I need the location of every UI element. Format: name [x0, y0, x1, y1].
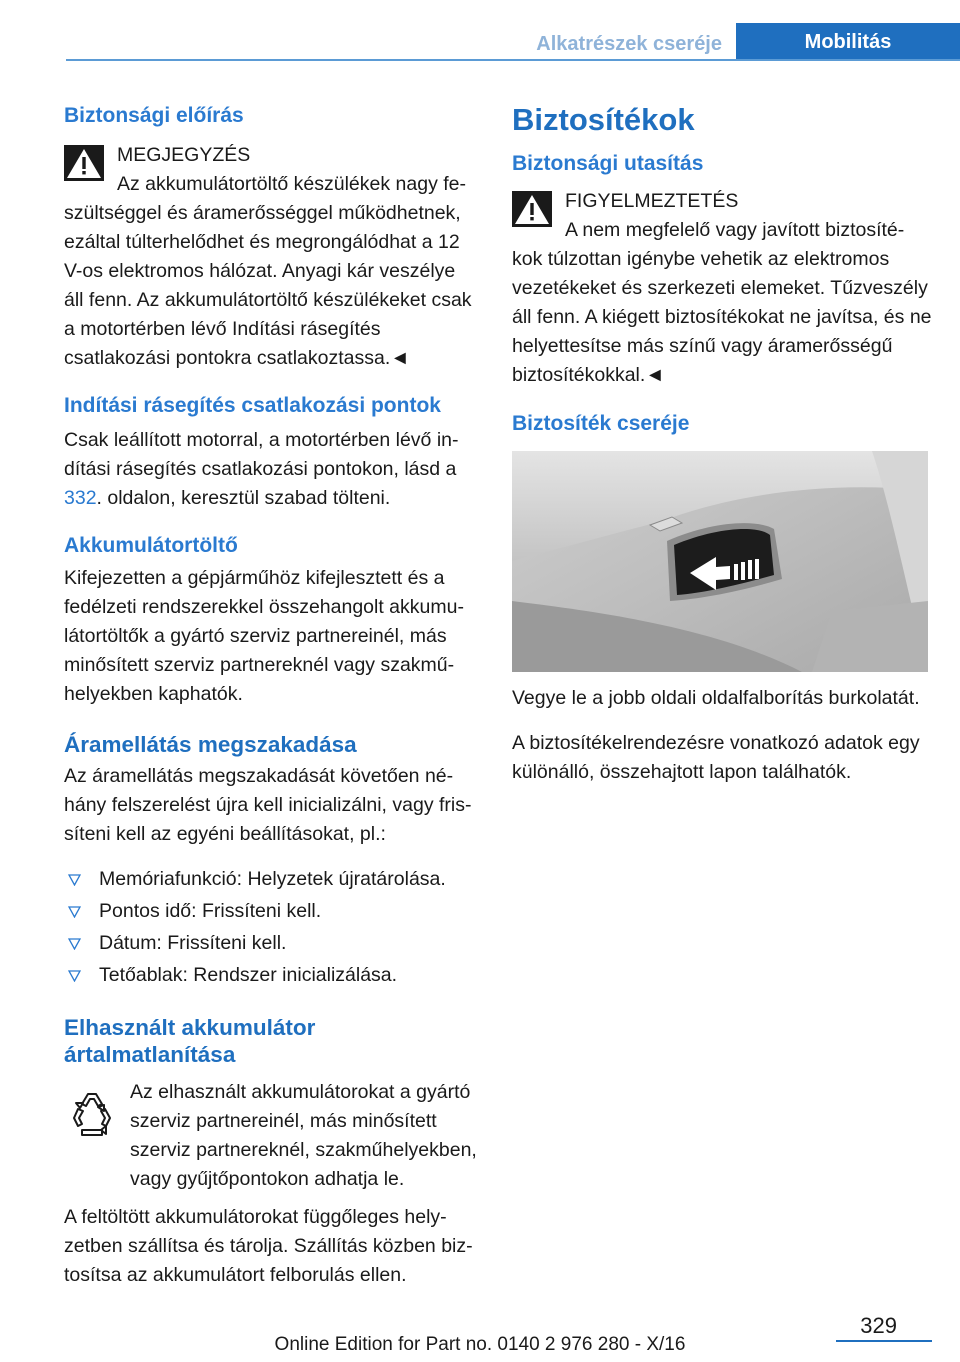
note-label: MEGJEGYZÉS	[117, 144, 251, 166]
bullet-triangle-icon	[68, 938, 81, 950]
list-item-text: Memóriafunkció: Helyzetek újratárolása.	[99, 868, 446, 890]
warning-label: FIGYELMEZTETÉS	[565, 190, 739, 212]
list-item	[64, 929, 479, 958]
list-item-text: Tetőablak: Rendszer inicializálása.	[99, 964, 398, 986]
warning-text: kok túlzottan igénybe vehetik az elektromos vezetékeket és szerkezeti elemeket. Tűzveszély áll fenn. A kiégett biztosítékokat ne javítsa, és ne helyettesítse más színű vagy áramerősségű biztosítékokkal.◄	[512, 248, 932, 386]
warning-block	[512, 187, 932, 390]
disposal-block	[64, 1078, 479, 1194]
power-interruption-text: Az áramellátás megszakadását követően néhány felszerelést újra kell inicializálni, vagy frissíteni kell az egyéni beállításokat, pl.:	[64, 765, 472, 845]
power-interruption-title: Áramellátás megszakadása	[64, 732, 357, 757]
warning-icon	[64, 145, 104, 181]
note-block	[64, 141, 479, 373]
trunk-panel-photo	[512, 451, 928, 672]
safety-title: Biztonsági előírás	[64, 104, 244, 127]
chapter-tab[interactable]: Mobilitás	[736, 23, 960, 61]
reset-list	[64, 865, 479, 990]
warning-first-line: A nem megfelelő vagy javított biztosíté-	[565, 219, 905, 241]
bullet-triangle-icon	[68, 874, 81, 886]
recycling-icon	[64, 1088, 120, 1144]
disposal-title-line1: Elhasznált akkumulátor	[64, 1015, 316, 1040]
edition-note: Online Edition for Part no. 0140 2 976 280 - X/16	[274, 1334, 686, 1355]
section-tab[interactable]: Alkatrészek cseréje	[536, 33, 722, 55]
header-rule	[66, 59, 960, 61]
page-header	[66, 23, 960, 61]
charger-title: Akkumulátortöltő	[64, 534, 238, 557]
charger-text: Kifejezetten a gépjárműhöz kifejlesztett és a fedélzeti rendszerekkel összehangolt akkumulátortöltők a gyártó szerviz partnereinél, más minősített szerviz partnereknél vagy szakműhelyekben kaphatók.	[64, 567, 464, 705]
list-item	[64, 865, 479, 894]
right-column	[512, 90, 932, 787]
note-first-line: Az akkumulátortöltő készülékek nagy fe-	[117, 173, 467, 195]
step-fuse-layout: A biztosítékelrendezésre vonatkozó adatok egy különálló, összehajtott lapon találhatók.	[512, 732, 920, 783]
safety-instruction-title: Biztonsági utasítás	[512, 152, 704, 175]
disposal-title-line2: ártalmatlanítása	[64, 1042, 236, 1067]
list-item	[64, 961, 479, 990]
fuses-title: Biztosítékok	[512, 102, 695, 137]
note-text: szültséggel és áramerősséggel működhetnek, ezáltal túlterhelődhet és megrongálódhat a 12 V-os elektromos hálózat. Anyagi kár veszélye áll fenn. Az akkumulátortöltő készülékeket csak a motortérben lévő Indítási rásegítés csatlakozási pontokra csatlakoztassa.◄	[64, 202, 472, 369]
list-item-text: Pontos idő: Frissíteni kell.	[99, 900, 322, 922]
list-item	[64, 897, 479, 926]
page-number: 329	[860, 1313, 897, 1338]
page-link[interactable]: 332	[64, 487, 97, 509]
list-item-text: Dátum: Frissíteni kell.	[99, 932, 287, 954]
warning-icon	[512, 191, 552, 227]
disposal-text: Az elhasznált akkumulátorokat a gyártó szerviz partnereinél, más minősített szerviz partnereknél, szakműhelyekben, vagy gyűjtőpontokon adhatja le.	[130, 1081, 477, 1190]
left-column	[64, 90, 479, 1290]
jump-start-text-a: Csak leállított motorral, a motortérben lévő indítási rásegítés csatlakozási pontokon, lásd a	[64, 429, 459, 480]
bullet-triangle-icon	[68, 906, 81, 918]
jump-start-title: Indítási rásegítés csatlakozási pontok	[64, 394, 441, 417]
jump-start-text	[64, 426, 479, 513]
storage-text: A feltöltött akkumulátorokat függőleges helyzetben szállítsa és tárolja. Szállítás közben biztosítsa az akkumulátort felborulás ellen.	[64, 1206, 473, 1286]
bullet-triangle-icon	[68, 970, 81, 982]
disposal-title	[64, 1014, 479, 1068]
step-remove-cover: Vegye le a jobb oldali oldalfalborítás burkolatát.	[512, 687, 920, 709]
fuse-replacement-title: Biztosíték cseréje	[512, 412, 690, 435]
jump-start-text-b: . oldalon, keresztül szabad tölteni.	[96, 487, 391, 509]
